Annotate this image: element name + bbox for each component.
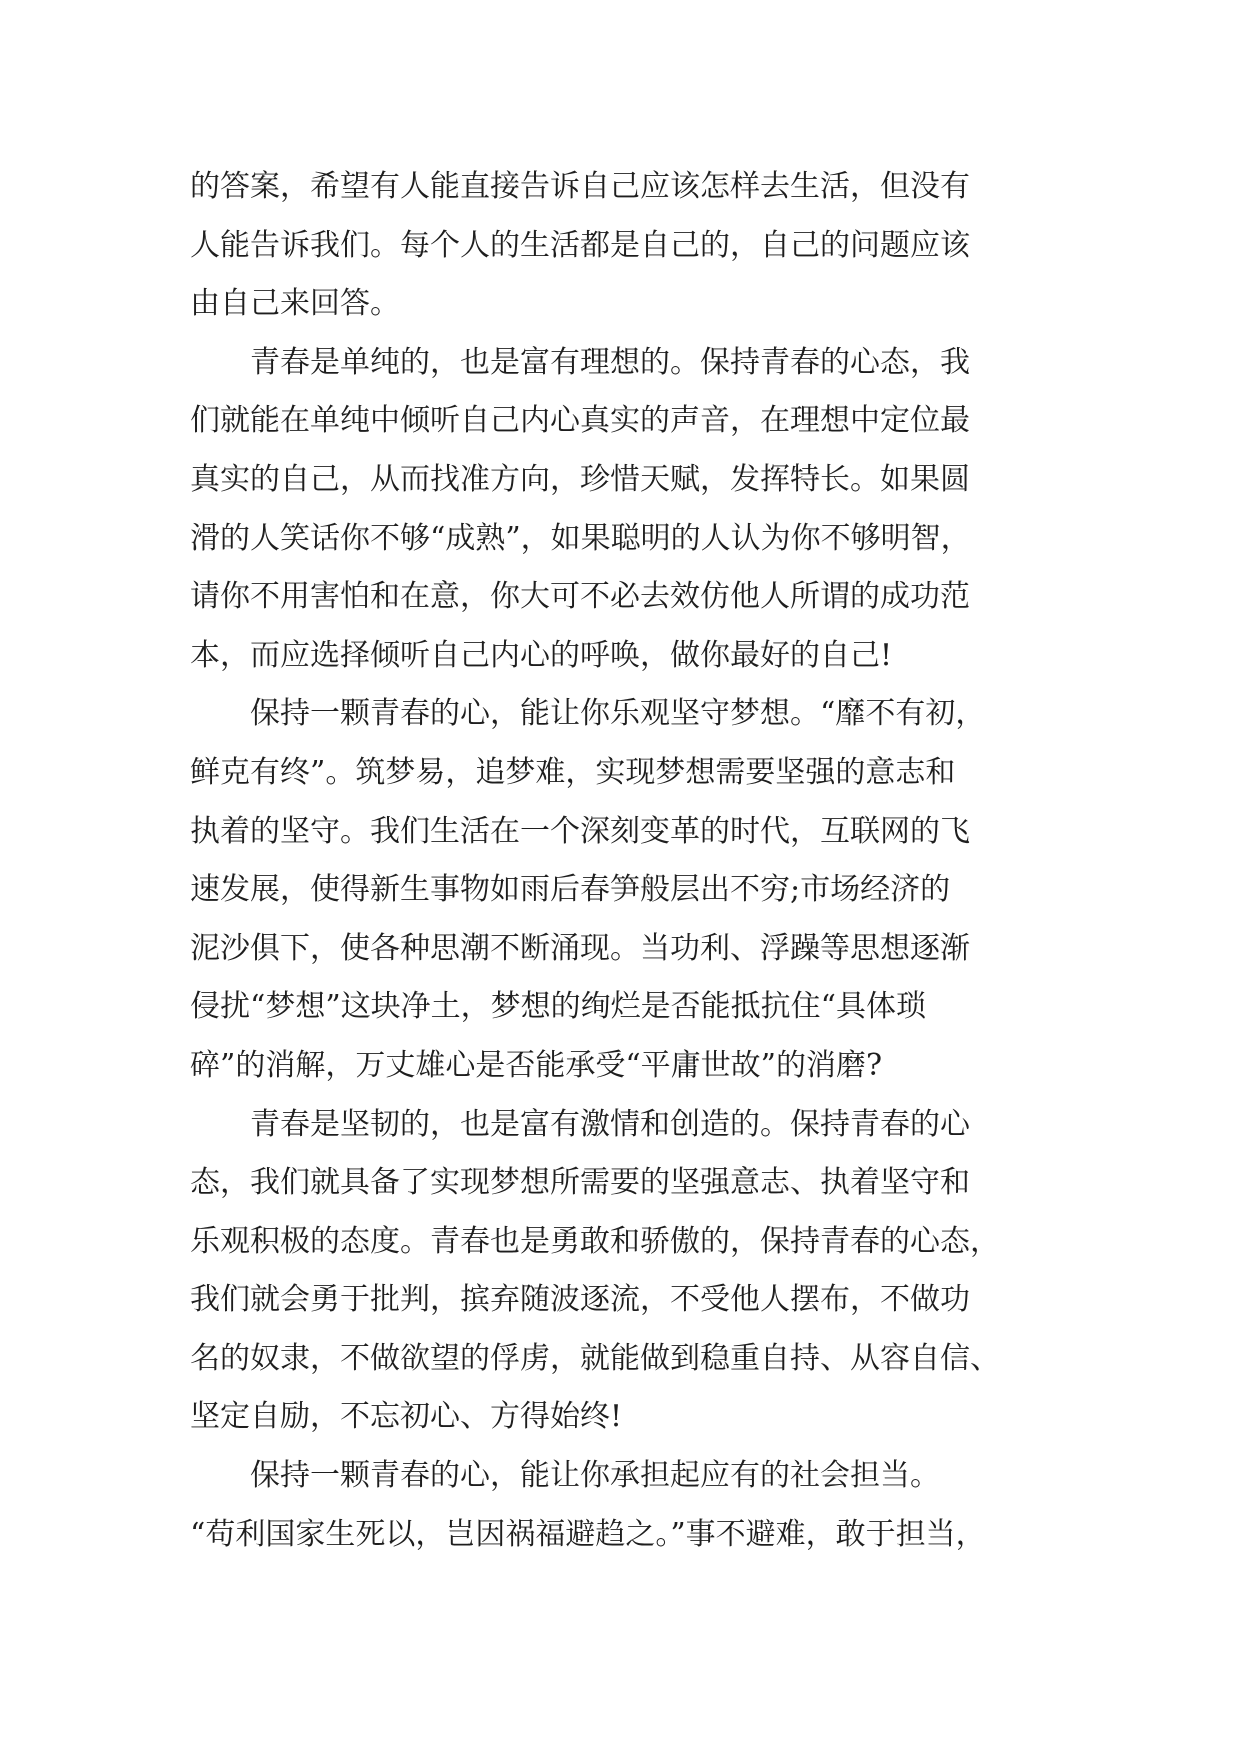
text-line: 乐观积极的态度。青春也是勇敢和骄傲的，保持青春的心态， [190,1223,1000,1259]
text-line: 本，而应选择倾听自己内心的呼唤，做你最好的自己! [190,637,893,673]
text-line: 态，我们就具备了实现梦想所需要的坚强意志、执着坚守和 [190,1165,970,1201]
text-line: 们就能在单纯中倾听自己内心真实的声音，在理想中定位最 [190,403,970,439]
text-line: 名的奴隶，不做欲望的俘虏，就能做到稳重自持、从容自信、 [190,1340,1000,1376]
text-line-indented: 保持一颗青春的心，能让你承担起应有的社会担当。 [250,1458,940,1494]
text-line: 的答案，希望有人能直接告诉自己应该怎样去生活，但没有 [190,169,970,204]
body-text [190,158,1070,1564]
text-line: 真实的自己，从而找准方向，珍惜天赋，发挥特长。如果圆 [190,461,970,497]
text-line: 请你不用害怕和在意，你大可不必去效仿他人所谓的成功范 [190,579,970,615]
text-line: “苟利国家生死以，岂因祸福避趋之。”事不避难，敢于担当， [190,1516,986,1552]
text-line-indented: 青春是坚韧的，也是富有激情和创造的。保持青春的心 [250,1106,970,1142]
text-line: 坚定自励，不忘初心、方得始终! [190,1399,623,1435]
text-line: 执着的坚守。我们生活在一个深刻变革的时代，互联网的飞 [190,813,970,849]
text-line: 速发展，使得新生事物如雨后春笋般层出不穷;市场经济的 [190,872,951,908]
text-line: 人能告诉我们。每个人的生活都是自己的，自己的问题应该 [190,227,970,263]
text-line: 碎”的消解，万丈雄心是否能承受“平庸世故”的消磨? [190,1047,883,1083]
text-line: 泥沙俱下，使各种思潮不断涌现。当功利、浮躁等思想逐渐 [190,930,970,966]
text-line: 滑的人笑话你不够“成熟”，如果聪明的人认为你不够明智， [190,520,971,556]
text-line: 由自己来回答。 [190,286,400,322]
text-line: 侵扰“梦想”这块净土，梦想的绚烂是否能抵抗住“具体琐 [190,989,927,1025]
text-line-indented: 保持一颗青春的心，能让你乐观坚守梦想。“靡不有初， [250,696,986,732]
text-line: 我们就会勇于批判，摈弃随波逐流，不受他人摆布，不做功 [190,1282,970,1318]
text-line-indented: 青春是单纯的，也是富有理想的。保持青春的心态，我 [250,344,970,380]
text-line: 鲜克有终”。筑梦易，追梦难，实现梦想需要坚强的意志和 [190,754,956,790]
